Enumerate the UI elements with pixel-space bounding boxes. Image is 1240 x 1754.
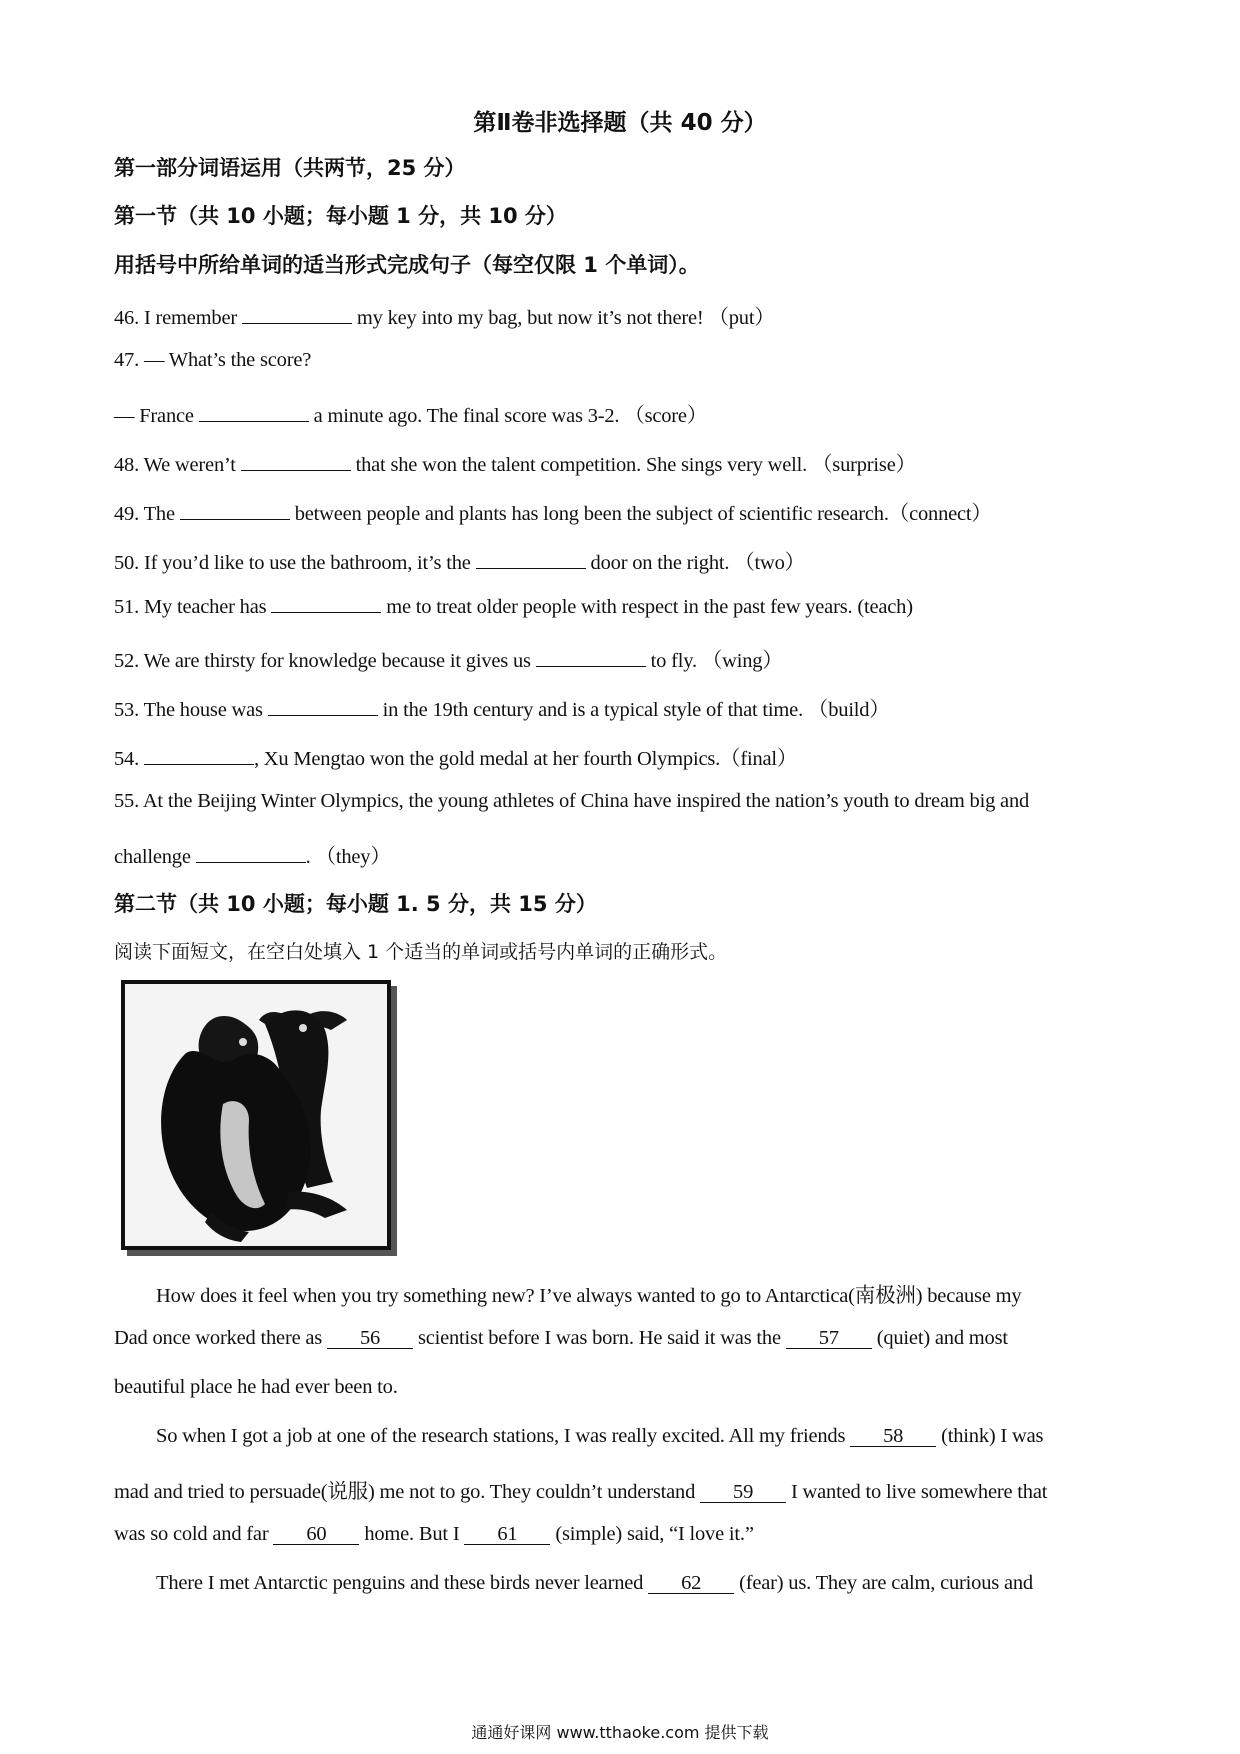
answer-blank[interactable]	[199, 403, 309, 422]
section2-heading: 第二节（共 10 小题；每小题 1. 5 分，共 15 分）	[114, 892, 597, 916]
question-49: 49. The between people and plants has long been the subject of scientific research.（connect）	[114, 503, 992, 525]
question-55: challenge . （they）	[114, 846, 391, 868]
blank-56[interactable]: 56	[327, 1328, 413, 1349]
passage-line-5: mad and tried to persuade(说服) me not to go. They couldn’t understand 59 I wanted to live somewhere that	[114, 1481, 1048, 1503]
answer-blank[interactable]	[144, 746, 254, 765]
answer-blank[interactable]	[180, 501, 290, 520]
blank-62[interactable]: 62	[648, 1573, 734, 1594]
blank-57[interactable]: 57	[786, 1328, 872, 1349]
answer-blank[interactable]	[241, 452, 351, 471]
answer-blank[interactable]	[242, 305, 352, 324]
blank-61[interactable]: 61	[464, 1524, 550, 1545]
footer-source: 通通好课网 www.tthaoke.com 提供下载	[471, 1723, 769, 1742]
passage-line-7: There I met Antarctic penguins and these birds never learned 62 (fear) us. They are calm, curious and	[156, 1572, 1033, 1594]
question-46: 46. I remember my key into my bag, but now it’s not there! （put）	[114, 307, 775, 329]
penguin-drawing	[125, 984, 387, 1246]
paper-title: 第Ⅱ卷非选择题（共 40 分）	[473, 110, 767, 136]
question-55-line1: 55. At the Beijing Winter Olympics, the young athletes of China have inspired the nation’s youth to dream big and	[114, 790, 1030, 812]
answer-blank[interactable]	[476, 550, 586, 569]
answer-blank[interactable]	[268, 697, 378, 716]
answer-blank[interactable]	[196, 844, 306, 863]
answer-blank[interactable]	[536, 648, 646, 667]
passage-line-4: So when I got a job at one of the research stations, I was really excited. All my friends 58 (think) I was	[156, 1425, 1044, 1447]
question-53: 53. The house was in the 19th century and is a typical style of that time. （build）	[114, 699, 890, 721]
blank-60[interactable]: 60	[273, 1524, 359, 1545]
answer-blank[interactable]	[271, 594, 381, 613]
question-52: 52. We are thirsty for knowledge because it gives us to fly. （wing）	[114, 650, 783, 672]
passage-line-1: How does it feel when you try something new? I’ve always wanted to go to Antarctica(南极洲) because my	[156, 1285, 1022, 1307]
part1-heading: 第一部分词语运用（共两节，25 分）	[114, 156, 466, 180]
question-51: 51. My teacher has me to treat older people with respect in the past few years. (teach)	[114, 596, 913, 618]
section1-instruction: 用括号中所给单词的适当形式完成句子（每空仅限 1 个单词）。	[114, 253, 700, 277]
section1-heading: 第一节（共 10 小题；每小题 1 分，共 10 分）	[114, 204, 567, 228]
penguin-illustration	[121, 980, 391, 1250]
question-54: 54. , Xu Mengtao won the gold medal at her fourth Olympics.（final）	[114, 748, 798, 770]
question-50: 50. If you’d like to use the bathroom, it’s the door on the right. （two）	[114, 552, 805, 574]
question-47-prompt: 47. — What’s the score?	[114, 349, 312, 371]
blank-59[interactable]: 59	[700, 1482, 786, 1503]
passage-line-6: was so cold and far 60 home. But I 61 (simple) said, “I love it.”	[114, 1523, 754, 1545]
passage-line-3: beautiful place he had ever been to.	[114, 1376, 398, 1398]
blank-58[interactable]: 58	[850, 1426, 936, 1447]
question-47: — France a minute ago. The final score was 3-2. （score）	[114, 405, 708, 427]
passage-line-2: Dad once worked there as 56 scientist before I was born. He said it was the 57 (quiet) and most	[114, 1327, 1008, 1349]
question-48: 48. We weren’t that she won the talent competition. She sings very well. （surprise）	[114, 454, 916, 476]
section2-instruction: 阅读下面短文，在空白处填入 1 个适当的单词或括号内单词的正确形式。	[114, 941, 728, 963]
